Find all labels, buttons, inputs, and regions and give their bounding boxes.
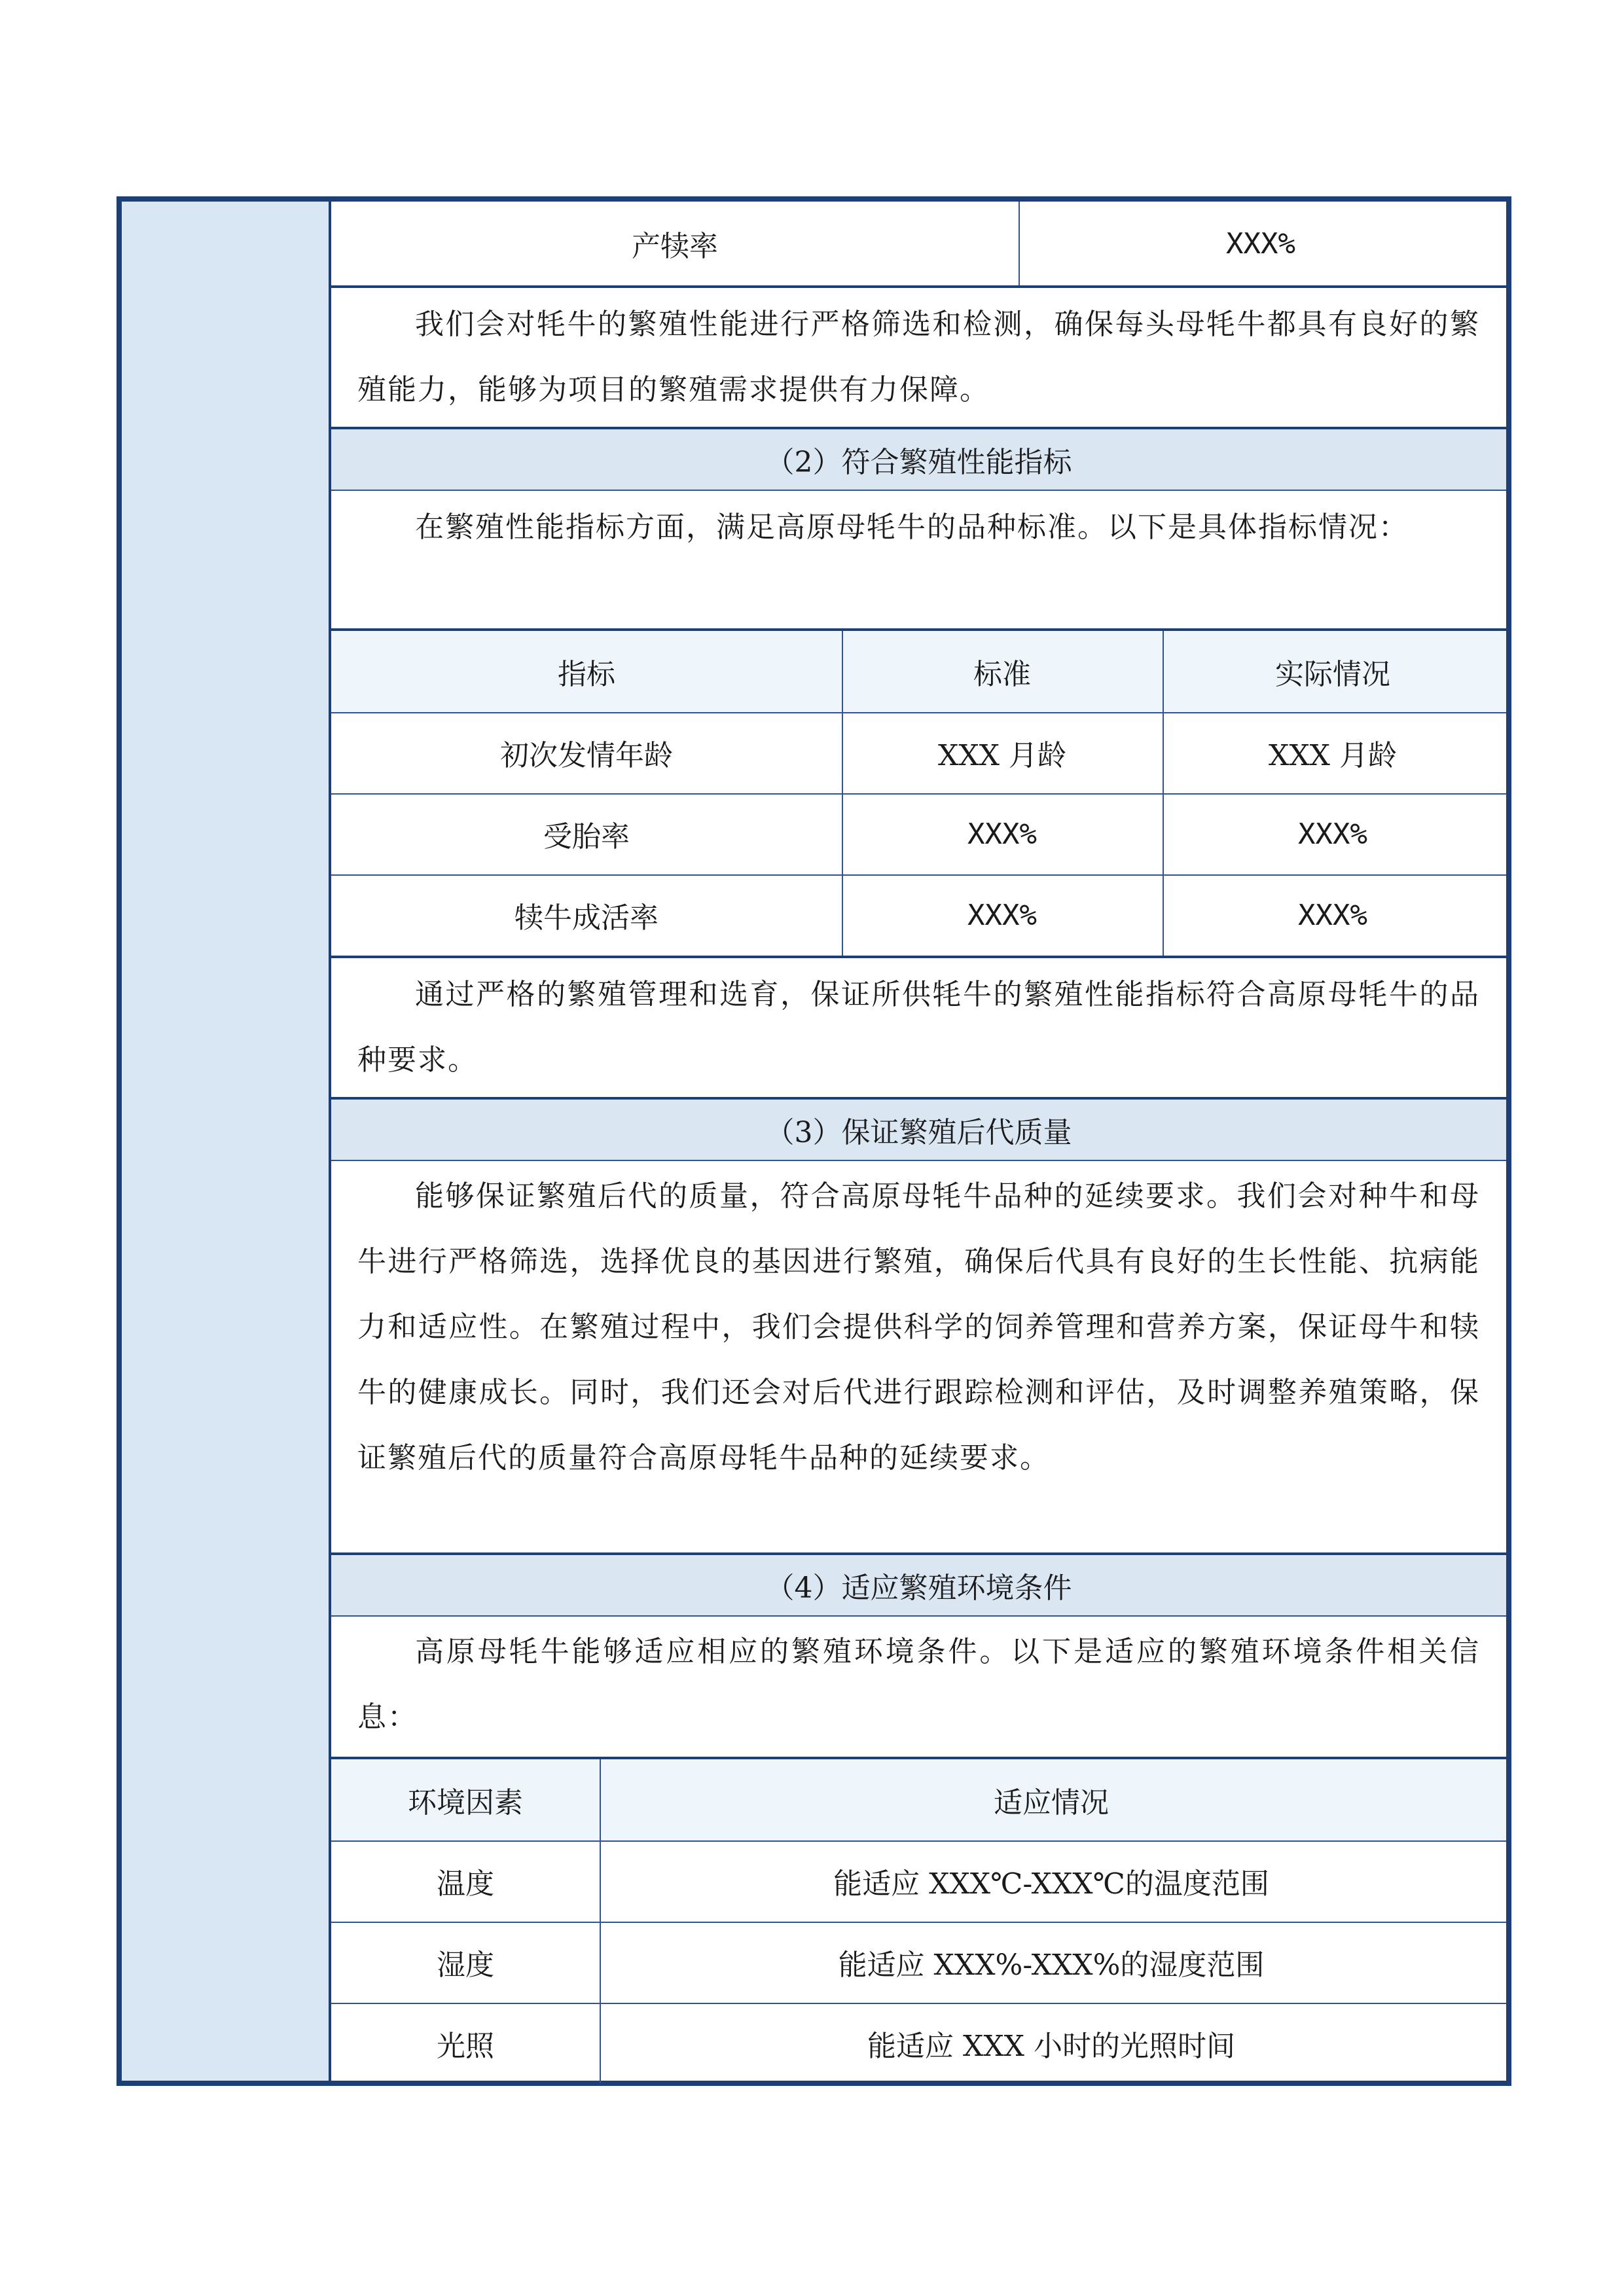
table-cell: XXX 月龄 — [938, 739, 1066, 772]
top-row-label: 产犊率 — [632, 230, 718, 263]
table-cell: XXX% — [967, 817, 1037, 851]
table-cell: 能适应 XXX 小时的光照时间 — [867, 2029, 1235, 2063]
table-header-factor: 环境因素 — [408, 1786, 523, 1820]
section-3-title: （3）保证繁殖后代质量 — [331, 1100, 1506, 1160]
table-cell: 受胎率 — [543, 820, 630, 853]
section-4-intro: 高原母牦牛能够适应相应的繁殖环境条件。以下是适应的繁殖环境条件相关信息： — [357, 1635, 1480, 1734]
section-4-title: （4）适应繁殖环境条件 — [331, 1555, 1506, 1615]
table-header-standard: 标准 — [973, 658, 1031, 691]
table-cell: 犊牛成活率 — [514, 901, 659, 935]
table-header-indicator: 指标 — [558, 658, 615, 691]
table-cell: XXX 月龄 — [1269, 739, 1397, 772]
table-cell: 初次发情年龄 — [500, 739, 673, 772]
divider — [331, 490, 1506, 491]
divider — [331, 285, 1506, 288]
section-2-outro: 通过严格的繁殖管理和选育，保证所供牦牛的繁殖性能指标符合高原母牦牛的品种要求。 — [357, 978, 1480, 1077]
paragraph-breeding-screening: 我们会对牦牛的繁殖性能进行严格筛选和检测，确保每头母牦牛都具有良好的繁殖能力，能够为项目的繁殖需求提供有力保障。 — [357, 308, 1480, 406]
table-header-actual: 实际情况 — [1275, 658, 1390, 691]
top-row-value: XXX% — [1226, 226, 1295, 260]
table-cell: XXX% — [1298, 898, 1367, 932]
table-cell: 温度 — [437, 1867, 494, 1901]
section-3-body: 能够保证繁殖后代的质量，符合高原母牦牛品种的延续要求。我们会对种牛和母牛进行严格筛选，选择优良的基因进行繁殖，确保后代具有良好的生长性能、抗病能力和适应性。在繁殖过程中，我们会提供科学的饲养管理和营养方案，保证母牛和犊牛的健康成长。同时，我们还会对后代进行跟踪检测和评估，及时调整养殖策略，保证繁殖后代的质量符合高原母牦牛品种的延续要求。 — [357, 1179, 1480, 1475]
divider — [331, 1615, 1506, 1617]
table-cell: XXX% — [967, 898, 1037, 932]
table-cell: 能适应 XXX℃-XXX℃的温度范围 — [833, 1867, 1269, 1901]
document-table-frame — [117, 196, 1511, 2086]
table-cell: XXX% — [1298, 817, 1367, 851]
content-column — [331, 202, 1506, 2081]
divider — [331, 956, 1506, 958]
section-2-intro: 在繁殖性能指标方面，满足高原母牦牛的品种标准。以下是具体指标情况： — [415, 511, 1409, 544]
table-header-adaptation: 适应情况 — [994, 1786, 1109, 1820]
table-cell: 湿度 — [437, 1948, 494, 1982]
table-cell: 能适应 XXX%-XXX%的湿度范围 — [838, 1948, 1265, 1982]
divider — [331, 1160, 1506, 1161]
left-label-column — [122, 202, 331, 2081]
table-cell: 光照 — [437, 2029, 494, 2063]
section-2-title: （2）符合繁殖性能指标 — [331, 429, 1506, 490]
